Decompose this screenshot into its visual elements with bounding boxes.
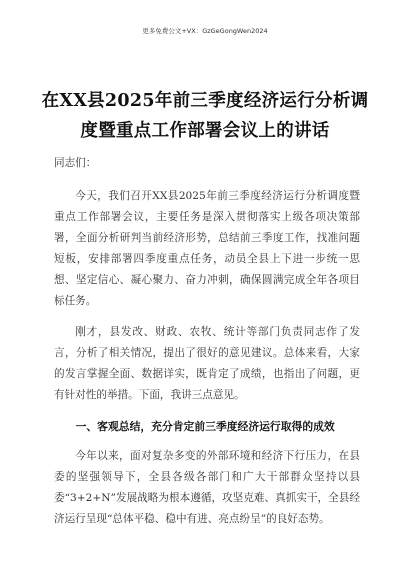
header-note: 更多免费公文+VX：GzGeGongWen2024 — [142, 27, 268, 35]
section-heading: 一、客观总结，充分肯定前三季度经济运行取得的成效 — [75, 420, 335, 433]
document-body — [54, 153, 360, 540]
document-title: 在XX县2025年前三季度经济运行分析调度暨重点工作部署会议上的讲话 — [41, 91, 369, 141]
section-paragraph: 今年以来，面对复杂多变的外部环境和经济下行压力，在县委的坚强领导下，全县各级各部门和广大干部群众坚持以县委“3+2+N”发展战略为根本遵循，攻坚克难、真抓实干，全县经济运行呈现“总体平稳、稳中有进、亮点纷呈”的良好态势。 — [54, 450, 360, 525]
paragraph-summary: 刚才，县发改、财政、农牧、统计等部门负责同志作了发言，分析了相关情况，提出了很好的意见建议。总体来看，大家的发言掌握全面、数据详实，既肯定了成绩，也指出了问题，更有针对性的举措。下面，我讲三点意见。 — [54, 326, 360, 401]
paragraph-intro: 今天，我们召开XX县2025年前三季度经济运行分析调度暨重点工作部署会议，主要任务是深入贯彻落实上级各项决策部署，全面分析研判当前经济形势，总结前三季度工作，找准问题短板，安排部署四季度重点任务，动员全县上下进一步统一思想、坚定信心、凝心聚力、奋力冲刺，确保圆满完成全年各项目标任务。 — [54, 190, 360, 307]
salutation: 同志们： — [54, 157, 97, 169]
